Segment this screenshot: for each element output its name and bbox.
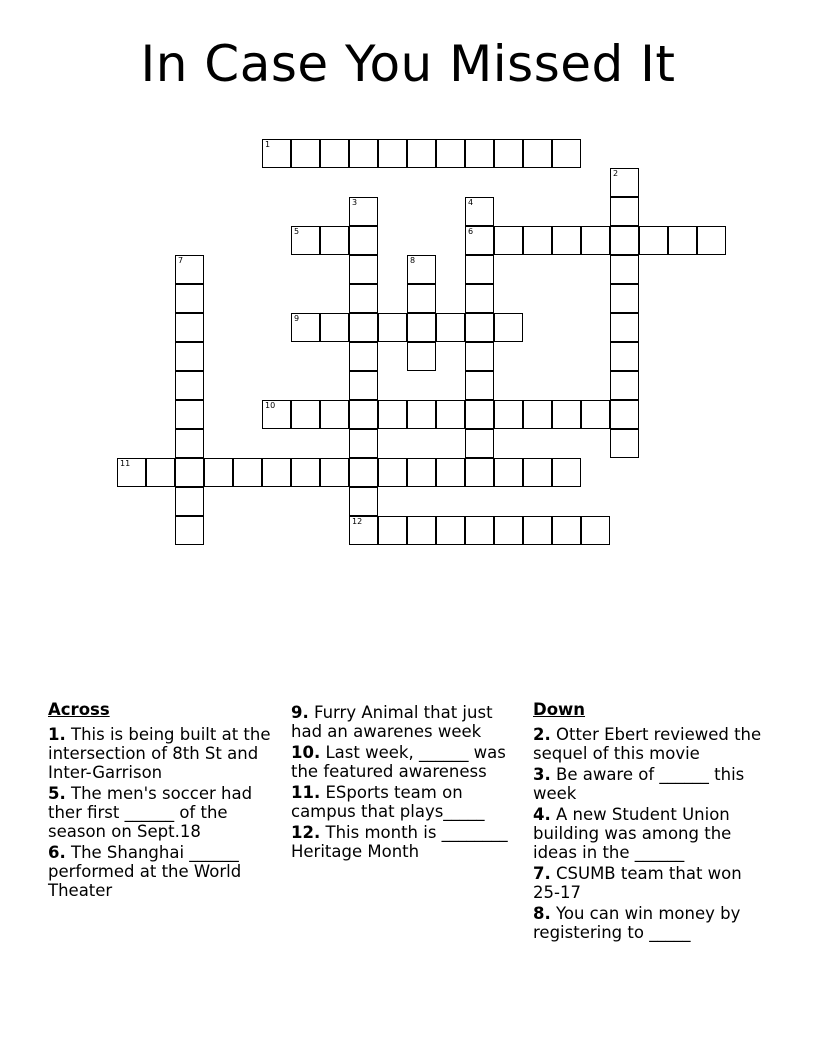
grid-cell[interactable]	[581, 226, 610, 255]
grid-cell[interactable]	[494, 516, 523, 545]
grid-cell[interactable]	[465, 429, 494, 458]
grid-cell[interactable]	[349, 313, 378, 342]
clue-text: This month is ________ Heritage Month	[291, 823, 508, 861]
clue-text: The men's soccer had ther first ______ of the season on Sept.18	[48, 784, 253, 841]
grid-cell[interactable]	[407, 516, 436, 545]
cell-number: 5	[294, 227, 300, 236]
grid-cell[interactable]	[262, 139, 291, 168]
grid-cell[interactable]	[494, 458, 523, 487]
clue-down-8	[533, 904, 773, 942]
grid-cell[interactable]	[465, 139, 494, 168]
cell-number: 8	[410, 256, 416, 265]
grid-cell[interactable]	[465, 400, 494, 429]
grid-cell[interactable]	[175, 400, 204, 429]
grid-cell[interactable]	[291, 226, 320, 255]
cell-number: 7	[178, 256, 184, 265]
grid-cell[interactable]	[581, 400, 610, 429]
clue-number: 6.	[48, 843, 66, 862]
clue-number: 12.	[291, 823, 321, 842]
grid-cell[interactable]	[291, 313, 320, 342]
clue-number: 7.	[533, 864, 551, 883]
clue-down-2	[533, 725, 773, 763]
grid-cell[interactable]	[552, 400, 581, 429]
grid-cell[interactable]	[581, 516, 610, 545]
grid-cell[interactable]	[465, 255, 494, 284]
cell-number: 6	[468, 227, 474, 236]
grid-cell[interactable]	[465, 284, 494, 313]
grid-cell[interactable]	[610, 313, 639, 342]
grid-cell[interactable]	[349, 197, 378, 226]
clue-number: 2.	[533, 725, 551, 744]
grid-cell[interactable]	[436, 516, 465, 545]
grid-cell[interactable]	[349, 458, 378, 487]
grid-cell[interactable]	[610, 226, 639, 255]
grid-cell[interactable]	[262, 400, 291, 429]
grid-cell[interactable]	[610, 400, 639, 429]
grid-cell[interactable]	[349, 139, 378, 168]
grid-cell[interactable]	[523, 516, 552, 545]
grid-cell[interactable]	[320, 400, 349, 429]
cell-number: 3	[352, 198, 358, 207]
clue-across-6	[48, 843, 280, 900]
clue-text: You can win money by registering to _____	[533, 904, 741, 942]
clue-across-9	[291, 703, 523, 741]
grid-cell[interactable]	[494, 139, 523, 168]
clue-number: 5.	[48, 784, 66, 803]
grid-cell[interactable]	[349, 516, 378, 545]
cell-number: 9	[294, 314, 300, 323]
grid-cell[interactable]	[552, 139, 581, 168]
across-clues-column-1	[48, 700, 280, 902]
grid-cell[interactable]	[436, 313, 465, 342]
grid-cell[interactable]	[291, 458, 320, 487]
grid-cell[interactable]	[117, 458, 146, 487]
grid-cell[interactable]	[523, 458, 552, 487]
grid-cell[interactable]	[436, 400, 465, 429]
grid-cell[interactable]	[436, 458, 465, 487]
grid-cell[interactable]	[610, 429, 639, 458]
grid-cell[interactable]	[465, 313, 494, 342]
clue-number: 10.	[291, 743, 321, 762]
grid-cell[interactable]	[407, 458, 436, 487]
grid-cell[interactable]	[494, 400, 523, 429]
grid-cell[interactable]	[378, 516, 407, 545]
clue-down-4	[533, 805, 773, 862]
grid-cell[interactable]	[668, 226, 697, 255]
grid-cell[interactable]	[320, 139, 349, 168]
grid-cell[interactable]	[349, 342, 378, 371]
clue-text: Last week, ______ was the featured awareness	[291, 743, 506, 781]
grid-cell[interactable]	[349, 226, 378, 255]
grid-cell[interactable]	[407, 255, 436, 284]
clue-text: This is being built at the intersection of 8th St and Inter-Garrison	[48, 725, 271, 782]
cell-number: 10	[265, 401, 276, 410]
clue-text: The Shanghai ______ performed at the World Theater	[48, 843, 242, 900]
cell-number: 11	[120, 459, 131, 468]
grid-cell[interactable]	[610, 255, 639, 284]
clue-text: ESports team on campus that plays_____	[291, 783, 485, 821]
grid-cell[interactable]	[552, 226, 581, 255]
grid-cell[interactable]	[349, 487, 378, 516]
clue-across-11	[291, 783, 523, 821]
cell-number: 12	[352, 517, 363, 526]
grid-cell[interactable]	[146, 458, 175, 487]
grid-cell[interactable]	[610, 168, 639, 197]
grid-cell[interactable]	[494, 226, 523, 255]
grid-cell[interactable]	[465, 371, 494, 400]
grid-cell[interactable]	[175, 458, 204, 487]
grid-cell[interactable]	[320, 458, 349, 487]
clue-number: 8.	[533, 904, 551, 923]
clue-down-7	[533, 864, 773, 902]
clue-number: 11.	[291, 783, 321, 802]
grid-cell[interactable]	[349, 400, 378, 429]
grid-cell[interactable]	[465, 197, 494, 226]
clue-down-3	[533, 765, 773, 803]
clue-number: 4.	[533, 805, 551, 824]
grid-cell[interactable]	[610, 197, 639, 226]
grid-cell[interactable]	[407, 284, 436, 313]
clue-across-1	[48, 725, 280, 782]
clue-text: Be aware of ______ this week	[533, 765, 745, 803]
grid-cell[interactable]	[291, 400, 320, 429]
grid-cell[interactable]	[233, 458, 262, 487]
grid-cell[interactable]	[407, 139, 436, 168]
grid-cell[interactable]	[552, 458, 581, 487]
grid-cell[interactable]	[175, 255, 204, 284]
grid-cell[interactable]	[204, 458, 233, 487]
grid-cell[interactable]	[407, 342, 436, 371]
clue-number: 3.	[533, 765, 551, 784]
grid-cell[interactable]	[175, 516, 204, 545]
grid-cell[interactable]	[349, 255, 378, 284]
grid-cell[interactable]	[523, 139, 552, 168]
cell-number: 2	[613, 169, 619, 178]
clue-across-12	[291, 823, 523, 861]
grid-cell[interactable]	[610, 371, 639, 400]
grid-cell[interactable]	[552, 516, 581, 545]
grid-cell[interactable]	[349, 371, 378, 400]
clue-text: A new Student Union building was among the ideas in the ______	[533, 805, 732, 862]
grid-cell[interactable]	[378, 400, 407, 429]
grid-cell[interactable]	[465, 516, 494, 545]
grid-cell[interactable]	[175, 429, 204, 458]
clue-across-5	[48, 784, 280, 841]
page-title: In Case You Missed It	[140, 35, 676, 93]
grid-cell[interactable]	[465, 342, 494, 371]
grid-cell[interactable]	[610, 284, 639, 313]
grid-cell[interactable]	[465, 458, 494, 487]
grid-cell[interactable]	[291, 139, 320, 168]
clue-text: Otter Ebert reviewed the sequel of this movie	[533, 725, 762, 763]
down-clues-column	[533, 700, 773, 944]
grid-cell[interactable]	[465, 226, 494, 255]
clue-number: 9.	[291, 703, 309, 722]
grid-cell[interactable]	[175, 371, 204, 400]
grid-cell[interactable]	[494, 313, 523, 342]
grid-cell[interactable]	[523, 400, 552, 429]
grid-cell[interactable]	[610, 342, 639, 371]
clue-text: Furry Animal that just had an awarenes week	[291, 703, 493, 741]
clue-number: 1.	[48, 725, 66, 744]
cell-number: 4	[468, 198, 474, 207]
grid-cell[interactable]	[175, 284, 204, 313]
grid-cell[interactable]	[523, 226, 552, 255]
grid-cell[interactable]	[320, 313, 349, 342]
down-heading: Down	[533, 700, 586, 719]
grid-cell[interactable]	[175, 342, 204, 371]
grid-cell[interactable]	[378, 139, 407, 168]
cell-number: 1	[265, 140, 271, 149]
grid-cell[interactable]	[697, 226, 726, 255]
clue-text: CSUMB team that won 25-17	[533, 864, 742, 902]
grid-cell[interactable]	[639, 226, 668, 255]
across-clues-column-2	[291, 703, 523, 863]
across-heading: Across	[48, 700, 110, 719]
clue-across-10	[291, 743, 523, 781]
grid-cell[interactable]	[407, 400, 436, 429]
grid-cell[interactable]	[407, 313, 436, 342]
grid-cell[interactable]	[378, 313, 407, 342]
grid-cell[interactable]	[349, 429, 378, 458]
grid-cell[interactable]	[320, 226, 349, 255]
grid-cell[interactable]	[262, 458, 291, 487]
grid-cell[interactable]	[436, 139, 465, 168]
grid-cell[interactable]	[349, 284, 378, 313]
grid-cell[interactable]	[378, 458, 407, 487]
grid-cell[interactable]	[175, 313, 204, 342]
grid-cell[interactable]	[175, 487, 204, 516]
